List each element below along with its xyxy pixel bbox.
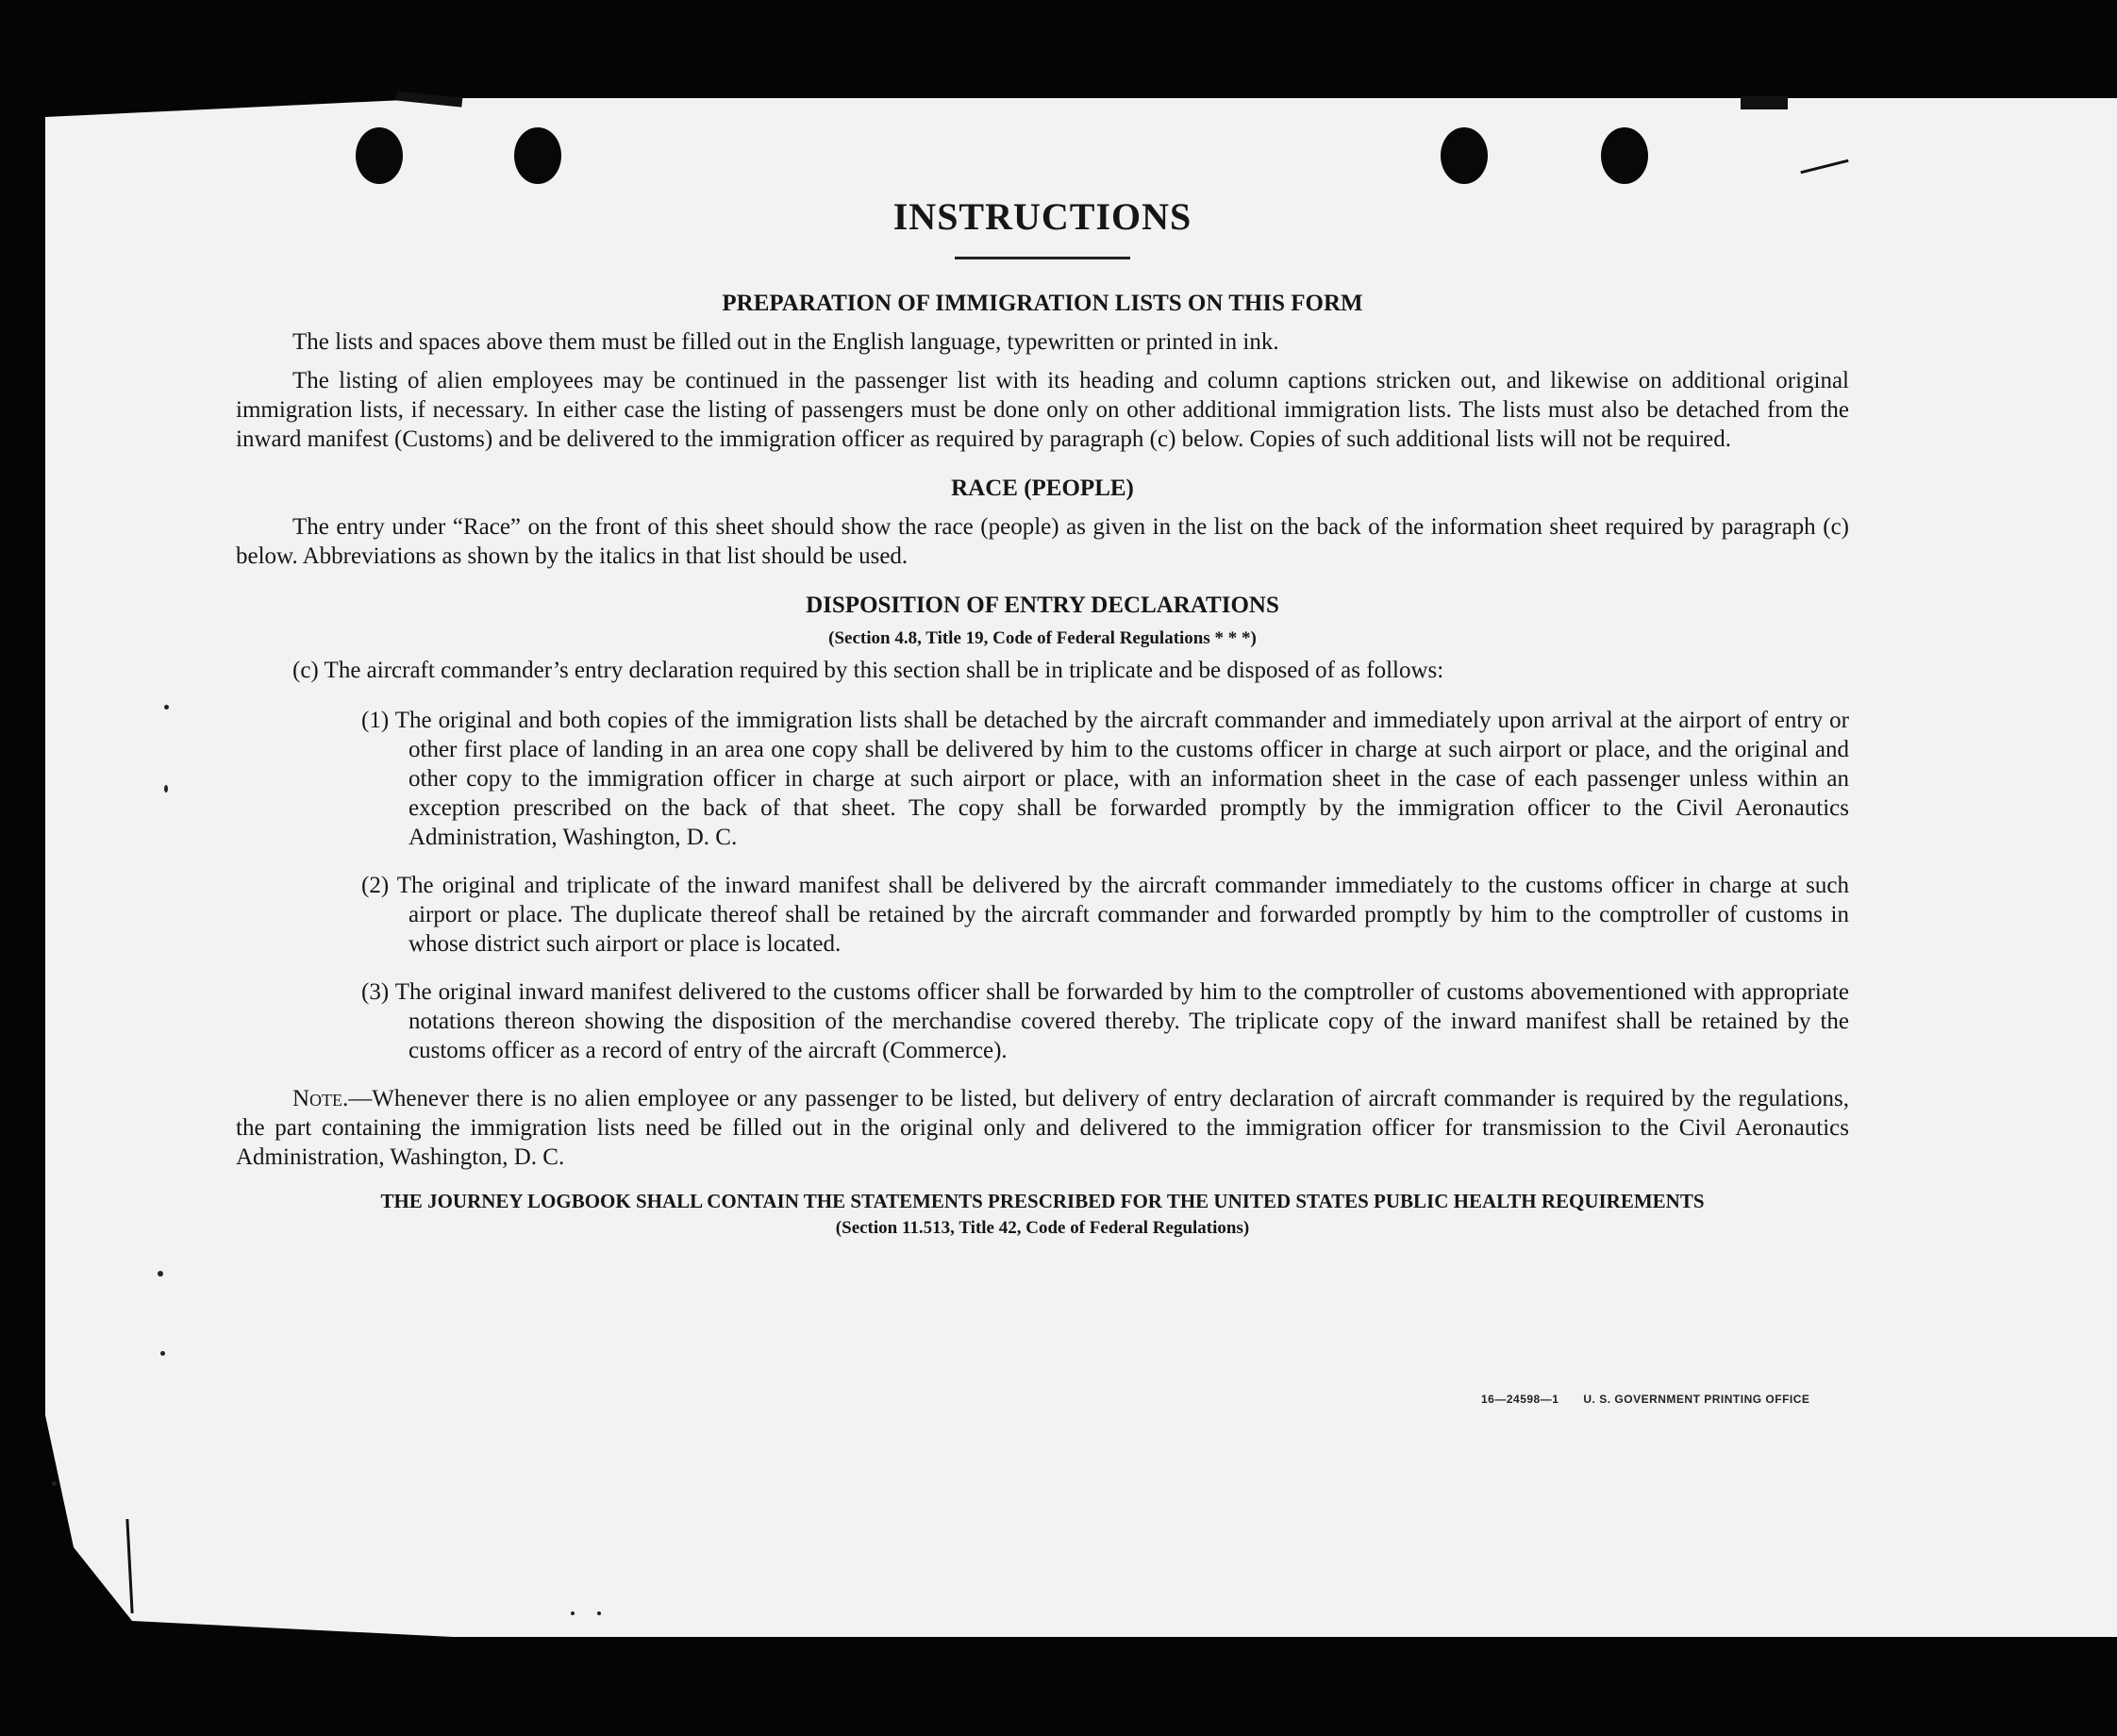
speck <box>164 705 169 709</box>
race-paragraph: The entry under “Race” on the front of this sheet should show the race (people) as given in the list on the back of the information sheet required by paragraph (c) below. Abbreviations as shown by the italics in that list should be used. <box>236 514 1849 569</box>
disposition-item-2: (2) The original and triplicate of the inward manifest shall be delivered by the aircraft commander immediately to the customs officer in charge at such airport or place. The duplicate thereof shall be retained by the aircraft commander and forwarded promptly by him to the comptroller of customs in whose district such airport or place is located. <box>361 873 1849 957</box>
page-title: INSTRUCTIONS <box>892 195 1192 238</box>
note-text: —Whenever there is no alien employee or any passenger to be listed, but delivery of entry declaration of aircraft commander is required by the regulations, the part containing the immigration lists need be filled out in the original only and delivered to the immigration officer for transmission to the Civil Aeronautics Administration, Washington, D. C. <box>236 1086 1849 1170</box>
speck <box>158 1271 163 1277</box>
speck <box>597 1611 601 1615</box>
journey-logbook-heading: THE JOURNEY LOGBOOK SHALL CONTAIN THE STATEMENTS PRESCRIBED FOR THE UNITED STATES PUBLIC HEALTH REQUIREMENTS <box>380 1190 1705 1212</box>
punch-hole-1 <box>356 127 403 184</box>
preparation-heading: PREPARATION OF IMMIGRATION LISTS ON THIS FORM <box>722 291 1363 316</box>
form-footer <box>1481 1393 1809 1406</box>
punch-hole-2 <box>514 127 561 184</box>
disposition-item-3: (3) The original inward manifest delivered to the customs officer shall be forwarded by him to the comptroller of customs abovementioned with appropriate notations thereon showing the disposition of the merchandise covered thereby. The triplicate copy of the inward manifest shall be retained by the customs officer as a record of entry of the aircraft (Commerce). <box>361 979 1849 1063</box>
punch-hole-4 <box>1601 127 1648 184</box>
race-heading: RACE (PEOPLE) <box>951 476 1134 501</box>
journey-logbook-citation: (Section 11.513, Title 42, Code of Federal Regulations) <box>835 1218 1250 1238</box>
instructions-content <box>236 189 1849 1242</box>
title-rule <box>955 257 1130 259</box>
note-paragraph <box>236 1084 1849 1172</box>
disposition-heading: DISPOSITION OF ENTRY DECLARATIONS <box>806 593 1279 618</box>
speck <box>164 785 168 793</box>
disposition-citation: (Section 4.8, Title 19, Code of Federal Regulations * * *) <box>828 628 1257 648</box>
punch-hole-3 <box>1441 127 1488 184</box>
speck <box>160 1351 165 1356</box>
printer-imprint: U. S. GOVERNMENT PRINTING OFFICE <box>1583 1393 1810 1406</box>
disposition-item-1: (1) The original and both copies of the immigration lists shall be detached by the aircraft commander and immediately upon arrival at the airport of entry or other first place of landing in an area one copy shall be delivered by him to the customs officer in charge at such airport or place, and the original and other copy to the immigration officer in charge at such airport or place, with an information sheet in the case of each passenger unless within an exception prescribed on the back of that sheet. The copy shall be forwarded promptly by the immigration officer to the Civil Aeronautics Administration, Washington, D. C. <box>361 708 1849 850</box>
form-code: 16—24598—1 <box>1481 1393 1559 1406</box>
note-label: Note. <box>292 1086 349 1111</box>
speck <box>571 1611 575 1615</box>
disposition-intro: (c) The aircraft commander’s entry declaration required by this section shall be in triplicate and be disposed of as follows: <box>292 658 1444 683</box>
top-edge-mark <box>1741 96 1788 109</box>
speck <box>52 1481 57 1486</box>
preparation-paragraph-1: The lists and spaces above them must be filled out in the English language, typewritten or printed in ink. <box>292 329 1279 355</box>
preparation-paragraph-2: The listing of alien employees may be continued in the passenger list with its heading and column captions stricken out, and likewise on additional original immigration lists, if necessary. In either case the listing of passengers must be done only on other additional immigration lists. The lists must also be detached from the inward manifest (Customs) and be delivered to the immigration officer as required by paragraph (c) below. Copies of such additional lists will not be required. <box>236 368 1849 452</box>
